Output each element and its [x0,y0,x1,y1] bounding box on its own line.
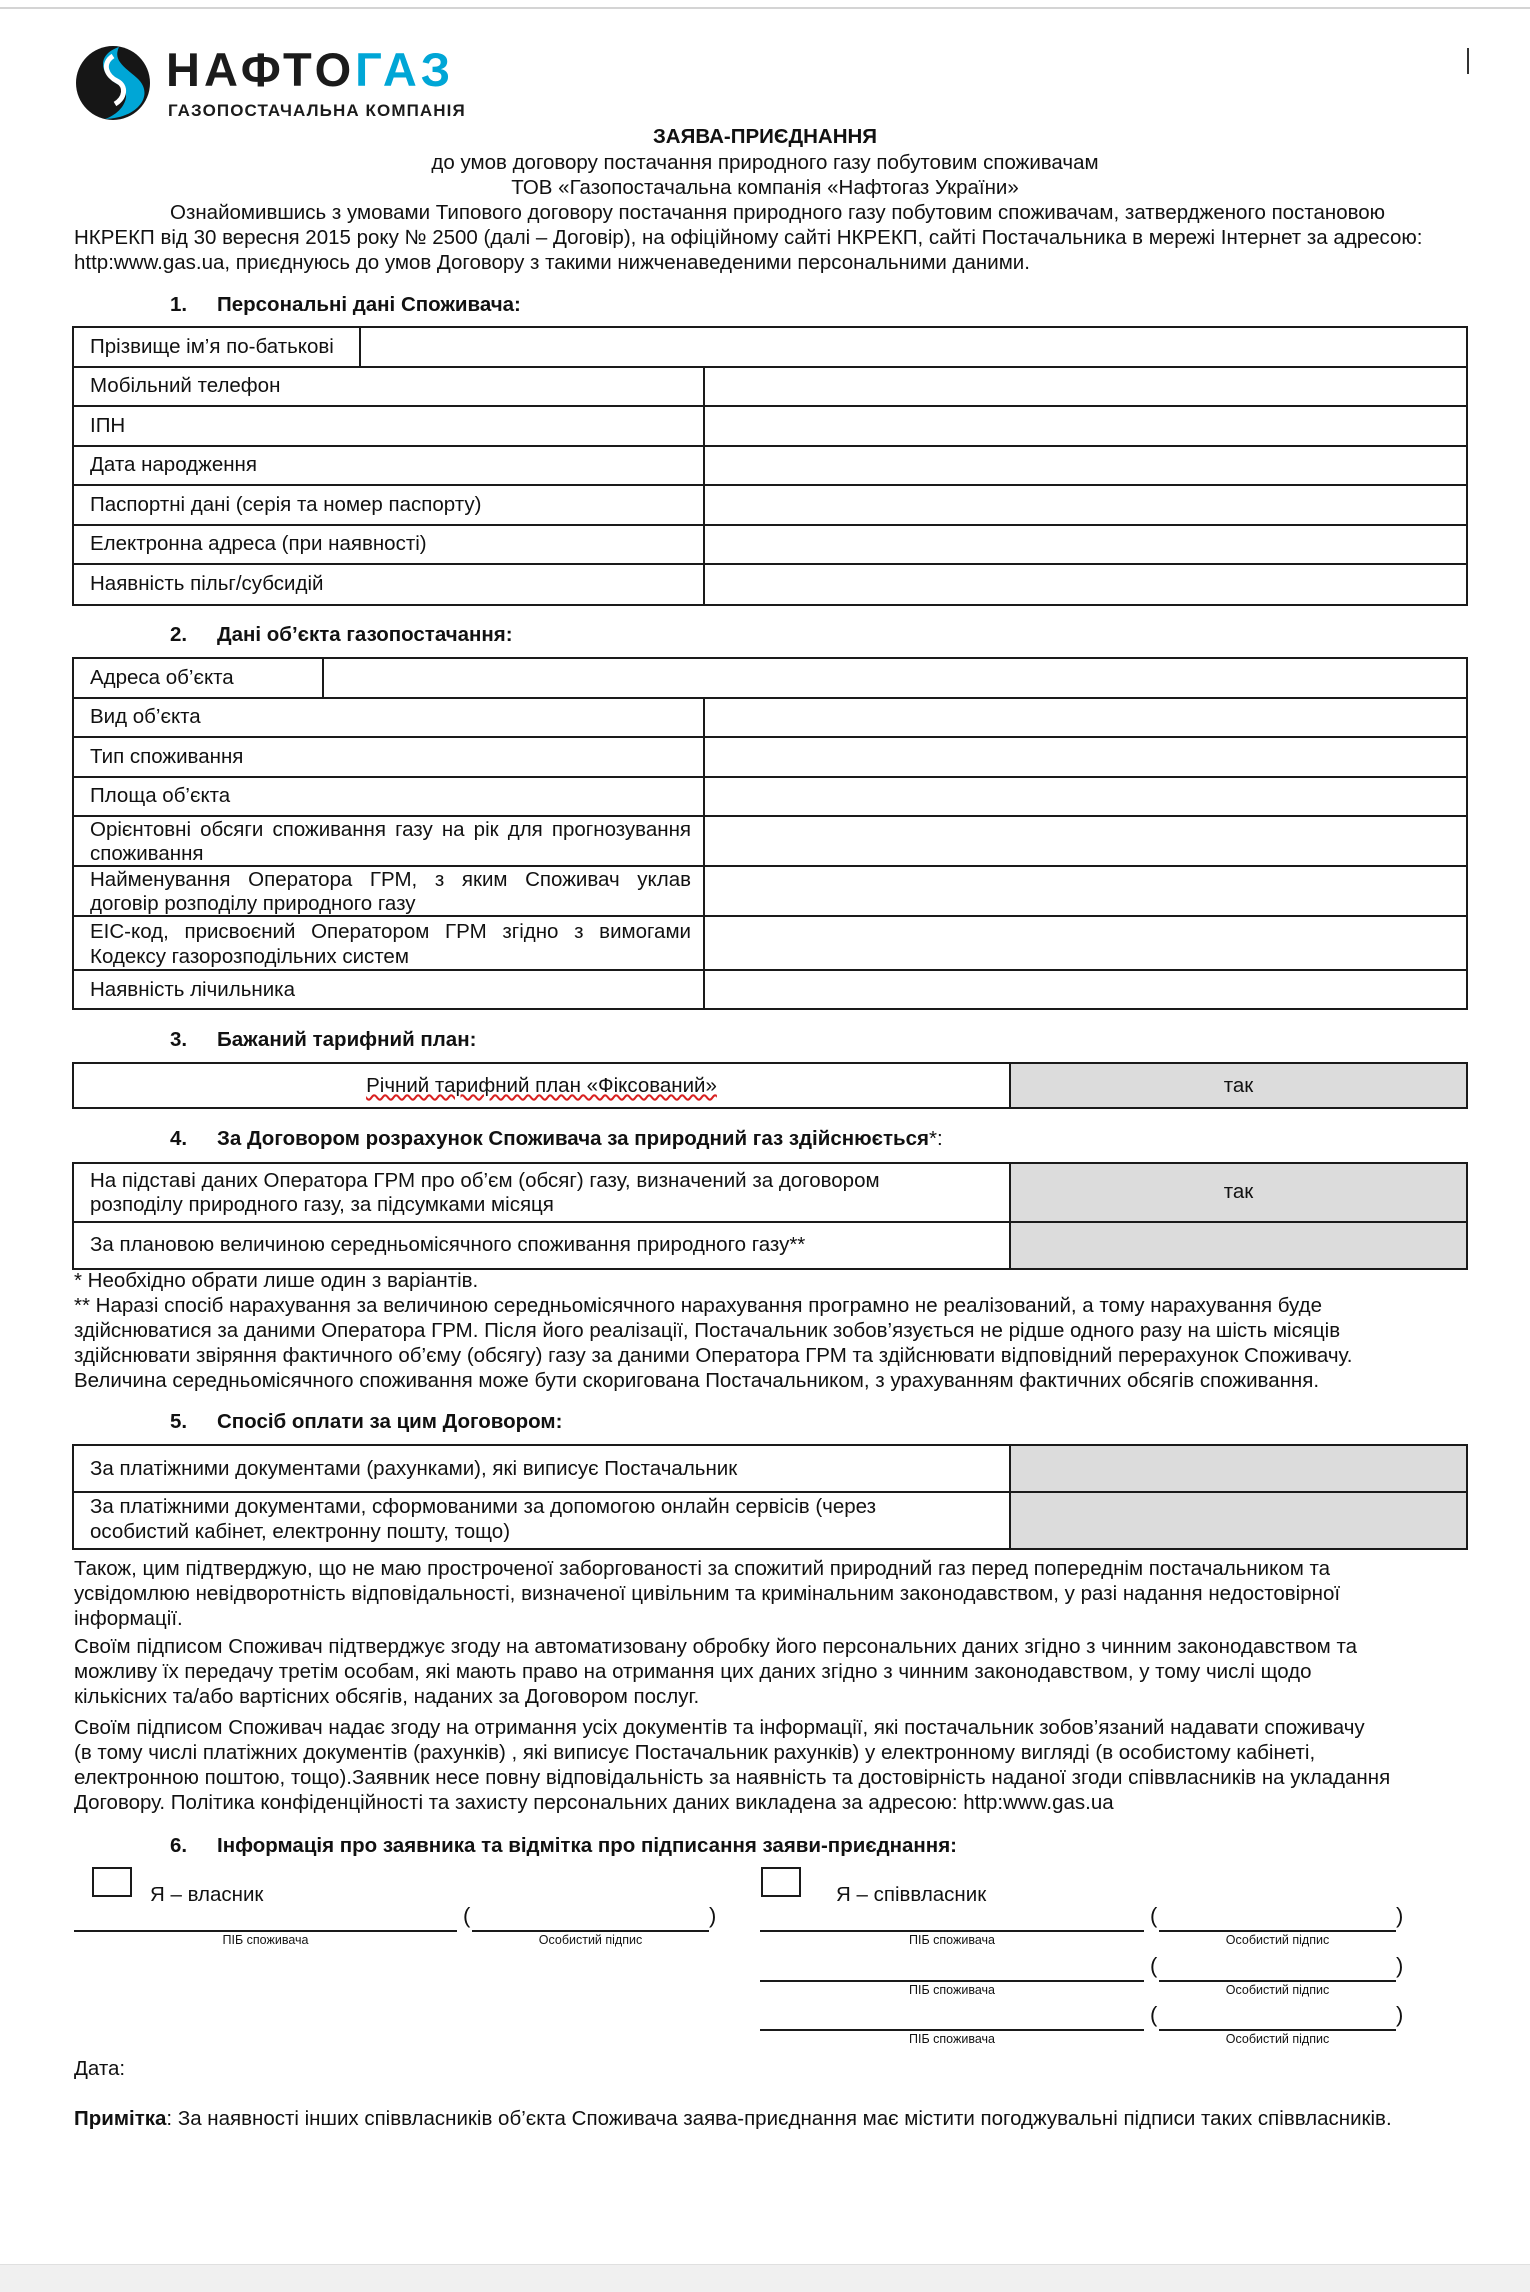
coowner-3-name-line[interactable] [760,2029,1144,2031]
coowner-2-signature-caption: Особистий підпис [1225,1983,1330,1997]
coowner-2-paren-open: ( [1150,1953,1158,1978]
payment-option-2-line-2: особистий кабінет, електронну пошту, тощо) [90,1520,511,1543]
tax-id-field[interactable] [707,409,1463,443]
label-birth-date: Дата народження [90,453,257,476]
logo-subtitle: ГАЗОПОСТАЧАЛЬНА КОМПАНІЯ [168,101,466,120]
email-field[interactable] [707,528,1463,561]
section-3-title: Бажаний тарифний план: [217,1028,477,1051]
coowner-3-paren-close: ) [1396,2002,1404,2027]
label-meter-presence: Наявність лічильника [90,978,295,1001]
owner-signature-caption: Особистий підпис [538,1933,643,1947]
consent-paragraph-line-3: кількісних та/або вартісних обсягів, наданих за Договором послуг. [74,1685,700,1708]
label-mobile-phone: Мобільний телефон [90,374,281,397]
consumption-type-field[interactable] [707,740,1463,774]
docs-paragraph-line-4: Договору. Політика конфіденційності та захисту персональних даних викладена за адресою: http:www.gas.ua [74,1791,1114,1814]
naftogaz-logo [75,42,475,127]
section-3-number: 3. [170,1028,188,1051]
mobile-phone-field[interactable] [707,370,1463,403]
benefits-field[interactable] [707,567,1463,602]
coowner-2-signature-line[interactable] [1159,1980,1396,1982]
object-area-field[interactable] [707,780,1463,813]
footnote-2-line-1: ** Наразі спосіб нарахування за величиною середньомісячного нарахування програмно не реалізований, а тому нарахування буде [74,1294,1322,1317]
coowner-2-name-caption: ПІБ споживача [909,1983,995,1997]
intro-line-1: Ознайомившись з умовами Типового договору постачання природного газу побутовим споживачам, затвердженого постановою [170,201,1386,224]
meter-presence-field[interactable] [707,973,1463,1008]
label-annual-volume-line-1: Орієнтовні обсяги споживання газу на рік для прогнозування [90,818,691,841]
note [74,2106,1392,2131]
date-label: Дата: [74,2057,126,2080]
object-type-field[interactable] [707,701,1463,734]
label-grm-operator-line-1: Найменування Оператора ГРМ, з яким Споживач уклав [90,868,691,891]
docs-paragraph-line-2: (в тому числі платіжних документів (рахунків) , які виписує Постачальник рахунків) у електронному вигляді (в особистому кабінеті, [74,1741,1316,1764]
label-tax-id: ІПН [90,414,126,437]
birth-date-field[interactable] [707,449,1463,482]
coowner-1-signature-line[interactable] [1159,1930,1396,1932]
payment-option-2-line-1: За платіжними документами, сформованими за допомогою онлайн сервісів (через [90,1495,876,1518]
docs-paragraph-line-3: електронною поштою, тощо).Заявник несе повну відповідальність за наявність та достовірність наданої згоди співвласників на укладання [74,1766,1391,1789]
label-full-name: Прізвище ім’я по-батькові [90,335,334,358]
footnote-2-line-4: Величина середньомісячного споживання може бути скоригована Постачальником, з урахуванням фактичних обсягів споживання. [74,1369,1320,1392]
calc-option-1-line-2: розподілу природного газу, за підсумками місяця [90,1193,554,1216]
coowner-2-paren-close: ) [1396,1953,1404,1978]
coowner-3-paren-open: ( [1150,2002,1158,2027]
tariff-plan-table [72,1062,1468,1109]
coowner-label: Я – співвласник [836,1883,987,1906]
coowner-3-signature-caption: Особистий підпис [1225,2032,1330,2046]
footnote-1: * Необхідно обрати лише один з варіантів. [74,1269,479,1292]
coowner-3-name-caption: ПІБ споживача [909,2032,995,2046]
calc-option-2: За плановою величиною середньомісячного споживання природного газу** [90,1233,806,1256]
document-title: ЗАЯВА-ПРИЄДНАННЯ [652,125,878,148]
label-eic-code-line-2: Кодексу газорозподільних систем [90,945,409,968]
intro-line-3: http:www.gas.ua, приєднуюсь до умов Договору з такими нижченаведеними персональними даними. [74,251,1030,274]
section-4-number: 4. [170,1127,188,1150]
footnote-2-line-2: здійснюватися за даними Оператора ГРМ. Після його реалізації, Постачальник зобов’язується не рідше одного разу на шість місяців [74,1319,1341,1342]
grm-operator-field[interactable] [707,869,1463,913]
section-5-number: 5. [170,1410,188,1433]
document-subtitle-2: ТОВ «Газопостачальна компанія «Нафтогаз України» [511,176,1019,199]
owner-name-line[interactable] [74,1930,457,1932]
calculation-method-table [72,1162,1468,1270]
coowner-2-name-line[interactable] [760,1980,1144,1982]
object-data-table [72,657,1468,1010]
text-cursor [1467,48,1469,74]
tariff-plan-label: Річний тарифний план «Фіксований» [366,1074,717,1097]
label-eic-code-line-1: ЕІС-код, присвоєний Оператором ГРМ згідно з вимогами [90,920,691,943]
calc-option-1-line-1: На підставі даних Оператора ГРМ про об’єм (обсяг) газу, визначений за договором [90,1169,880,1192]
label-consumption-type: Тип споживання [90,745,244,768]
label-object-address: Адреса об’єкта [90,666,234,689]
owner-checkbox[interactable] [92,1867,132,1897]
owner-label: Я – власник [150,1883,264,1906]
confirm-paragraph-line-1: Також, цим підтверджую, що не маю простроченої заборгованості за спожитий природний газ перед попереднім постачальником та [74,1557,1331,1580]
section-1-number: 1. [170,293,188,316]
note-text: : За наявності інших співвласників об’єкта Споживача заява-приєднання має містити погоджувальні підписи таких співвласників. [166,2107,1392,2130]
coowner-1-signature-caption: Особистий підпис [1225,1933,1330,1947]
payment-option-1: За платіжними документами (рахунками), які виписує Постачальник [90,1457,738,1480]
footnote-2-line-3: здійснювати звіряння фактичного об’єму (обсягу) газу за даними Оператора ГРМ та здійснювати відповідний перерахунок Споживачу. [74,1344,1353,1367]
coowner-1-paren-close: ) [1396,1903,1404,1928]
coowner-3-signature-line[interactable] [1159,2029,1396,2031]
section-4-title: За Договором розрахунок Споживача за природний газ здійснюється*: [217,1127,943,1150]
calc-option-2-value[interactable] [1011,1223,1466,1268]
label-grm-operator-line-2: договір розподілу природного газу [90,892,416,915]
intro-line-2: НКРЕКП від 30 вересня 2015 року № 2500 (далі – Договір), на офіційному сайті НКРЕКП, сайті Постачальника в мережі Інтернет за адресою: [74,226,1423,249]
object-address-field[interactable] [326,661,1463,695]
owner-paren-close: ) [709,1903,717,1928]
section-1-title: Персональні дані Споживача: [217,293,521,316]
section-5-title: Спосіб оплати за цим Договором: [217,1410,563,1433]
passport-field[interactable] [707,488,1463,522]
docs-paragraph-line-1: Своїм підписом Споживач надає згоду на отримання усіх документів та інформації, які постачальник зобов’язаний надавати споживачу [74,1716,1365,1739]
full-name-field[interactable] [363,330,1463,364]
label-object-area: Площа об’єкта [90,784,231,807]
coowner-1-paren-open: ( [1150,1903,1158,1928]
eic-code-field[interactable] [707,919,1463,967]
page-top-border [0,7,1530,9]
label-annual-volume-line-2: споживання [90,842,204,865]
coowner-checkbox[interactable] [761,1867,801,1897]
owner-paren-open: ( [463,1903,471,1928]
confirm-paragraph-line-2: усвідомлюю невідворотність відповідальності, визначеної цивільним та кримінальним законодавством, у разі надання недостовірної [74,1582,1341,1605]
consent-paragraph-line-2: можливу їх передачу третім особам, які мають право на отримання цих даних згідно з чинним законодавством, у тому числі щодо [74,1660,1312,1683]
payment-method-table [72,1444,1468,1550]
label-object-type: Вид об’єкта [90,705,201,728]
naftogaz-flame-icon [75,42,153,122]
confirm-paragraph-line-3: інформації. [74,1607,183,1630]
section-6-number: 6. [170,1834,188,1857]
page-bottom-band [0,2264,1530,2292]
section-2-number: 2. [170,623,188,646]
owner-name-caption: ПІБ споживача [222,1933,309,1947]
label-passport: Паспортні дані (серія та номер паспорту) [90,493,482,516]
owner-signature-line[interactable] [472,1930,709,1932]
section-2-title: Дані об’єкта газопостачання: [217,623,513,646]
calc-option-1-value[interactable]: так [1223,1180,1254,1203]
section-6-title: Інформація про заявника та відмітка про підписання заяви-приєднання: [217,1834,957,1857]
annual-volume-field[interactable] [707,819,1463,863]
coowner-1-name-line[interactable] [760,1930,1144,1932]
note-label: Примітка [74,2107,167,2130]
logo-wordmark: НАФТОГАЗ [166,43,455,96]
label-email: Електронна адреса (при наявності) [90,532,427,555]
payment-option-2-value[interactable] [1011,1493,1466,1548]
document-subtitle-1: до умов договору постачання природного газу побутовим споживачам [431,151,1099,174]
personal-data-table [72,326,1468,606]
coowner-1-name-caption: ПІБ споживача [909,1933,995,1947]
payment-option-1-value[interactable] [1011,1446,1466,1491]
tariff-plan-value[interactable]: так [1223,1074,1254,1097]
consent-paragraph-line-1: Своїм підписом Споживач підтверджує згоду на автоматизовану обробку його персональних даних згідно з чинним законодавством та [74,1635,1358,1658]
label-benefits: Наявність пільг/субсидій [90,572,324,595]
